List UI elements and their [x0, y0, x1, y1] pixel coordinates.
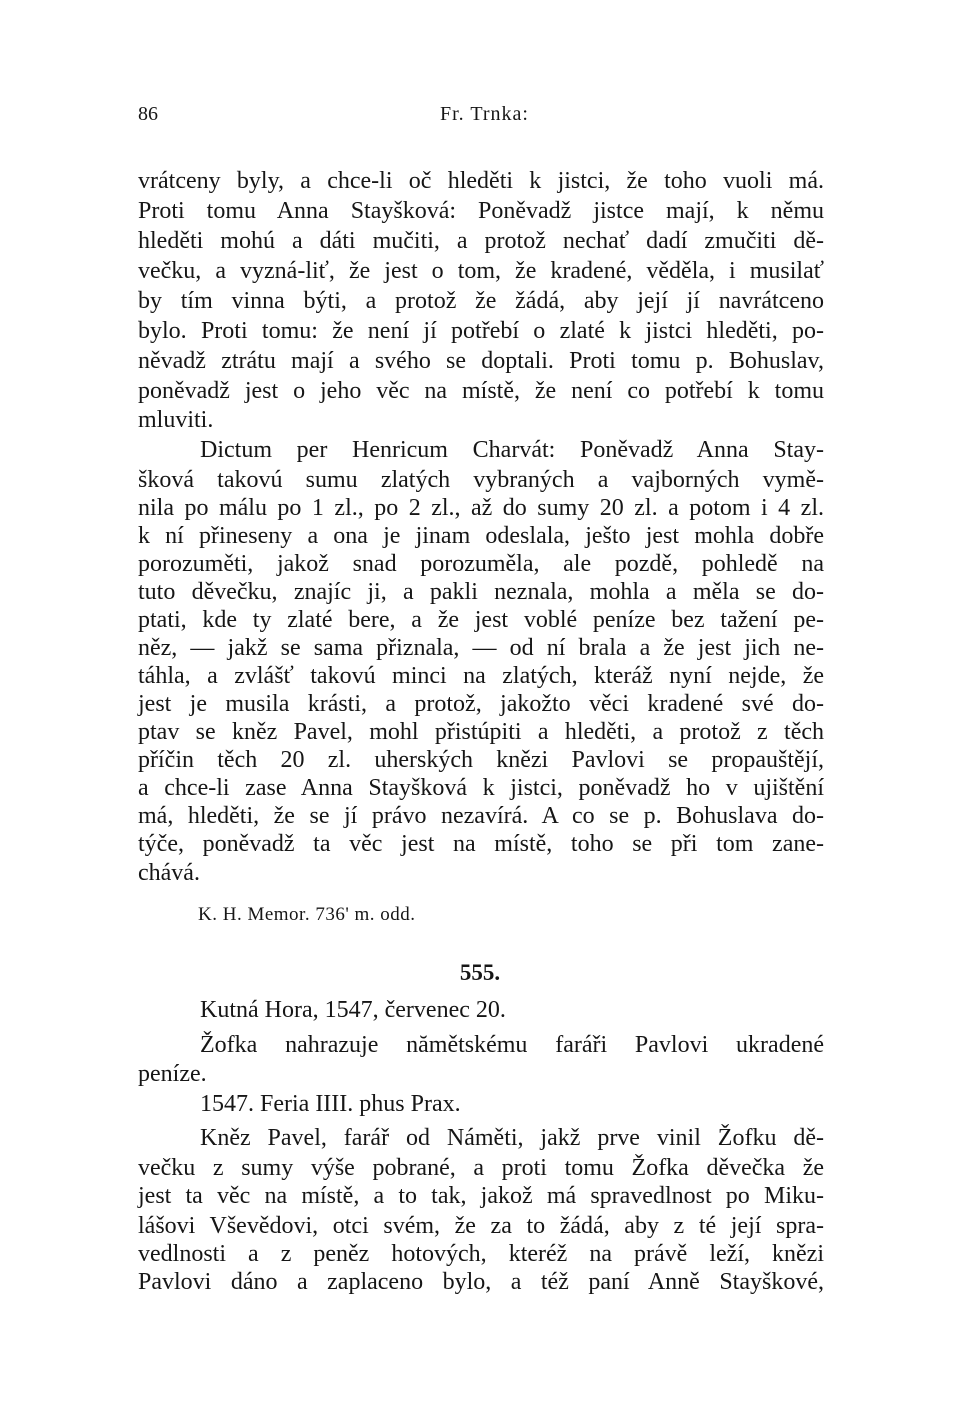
text-line: lášovi Vševědovi, otci svém, že za to žádá, aby z té její spra-: [138, 1213, 824, 1239]
place-date: Kutná Hora, 1547, červenec 20.: [200, 997, 506, 1023]
text-line: Pavlovi dáno a zaplaceno bylo, a též paní Anně Stayškové,: [138, 1269, 824, 1295]
text-line: něvadž ztrátu mají a svého se doptali. Proti tomu p. Bohuslav,: [138, 348, 824, 374]
paragraph-first-line: Kněz Pavel, farář od Náměti, jakž prve vinil Žofku dě-: [200, 1125, 824, 1151]
page-number: 86: [138, 103, 158, 125]
text-line: Proti tomu Anna Stayšková: Poněvadž jistce mají, k němu: [138, 198, 824, 224]
text-line: vrátceny byly, a chce-li oč hleděti k jistci, že toho vuoli má.: [138, 168, 824, 194]
regest-line: peníze.: [138, 1061, 207, 1087]
text-line: bylo. Proti tomu: že není jí potřebí o zlaté k jistci hleděti, po-: [138, 318, 824, 344]
text-line: chává.: [138, 860, 200, 886]
text-line: mluviti.: [138, 407, 214, 433]
text-line: jest ta věc na místě, a to tak, jakož má spravedlnost po Miku-: [138, 1183, 824, 1209]
regest-first-line: Žofka nahrazuje nămětskému faráři Pavlovi ukradené: [200, 1032, 824, 1058]
text-line: vedlnosti a z peněz hotových, kteréž na právě leží, knězi: [138, 1241, 824, 1267]
text-line: týče, poněvadž ta věc jest na místě, toho se při tom zane-: [138, 831, 824, 857]
text-line: příčin těch 20 zl. uherských knězi Pavlovi se propauštějí,: [138, 747, 824, 773]
text-line: poněvadž jest o jeho věc na místě, že není co potřebí k tomu: [138, 378, 824, 404]
page-header: [138, 103, 824, 137]
text-line: hleděti mohú a dáti mučiti, a protož nechať dadí zmučiti dě-: [138, 228, 824, 254]
text-line: ptav se kněz Pavel, mohl přistúpiti a hleděti, a protož z těch: [138, 719, 824, 745]
text-line: šková takovú sumu zlatých vybraných a vajborných vymě-: [138, 467, 824, 493]
text-line: a chce-li zase Anna Stayšková k jistci, poněvadž ho v ujištění: [138, 775, 824, 801]
text-line: tuto děvečku, znajíc ji, a pakli neznala, mohla a měla se do-: [138, 579, 824, 605]
text-line: k ní přineseny a ona je jinam odeslala, ješto jest mohla dobře: [138, 523, 824, 549]
text-line: nila po málu po 1 zl., po 2 zl., až do sumy 20 zl. a potom i 4 zl.: [138, 495, 824, 521]
text-line: táhla, a zvlášť takovú minci na zlatých, kteráž nyní nejde, že: [138, 663, 824, 689]
text-line: jest je musila krásti, a protož, jakožto věci kradené své do-: [138, 691, 824, 717]
text-line: by tím vinna býti, a protož že žádá, aby její jí navrátceno: [138, 288, 824, 314]
paragraph-first-line: Dictum per Henricum Charvát: Poněvadž Anna Stay-: [200, 437, 824, 463]
section-number: 555.: [459, 960, 501, 985]
archive-signature: K. H. Memor. 736' m. odd.: [198, 904, 416, 925]
text-line: něz, — jakž se sama přiznala, — od ní brala a že jest jich ne-: [138, 635, 824, 661]
text-line: ptati, kde ty zlaté bere, a že jest voblé peníze bez tažení pe-: [138, 607, 824, 633]
text-line: večku z sumy výše pobrané, a proti tomu Žofka děvečka že: [138, 1155, 824, 1181]
date-line: 1547. Feria IIII. phus Prax.: [200, 1091, 461, 1117]
running-head: Fr. Trnka:: [440, 103, 529, 125]
text-line: má, hleděti, že se jí právo nezavírá. A co se p. Bohuslava do-: [138, 803, 824, 829]
text-line: porozuměti, jakož snad porozuměla, ale pozdě, pohledě na: [138, 551, 824, 577]
text-line: večku, a vyzná-liť, že jest o tom, že kradené, věděla, i musilať: [138, 258, 824, 284]
